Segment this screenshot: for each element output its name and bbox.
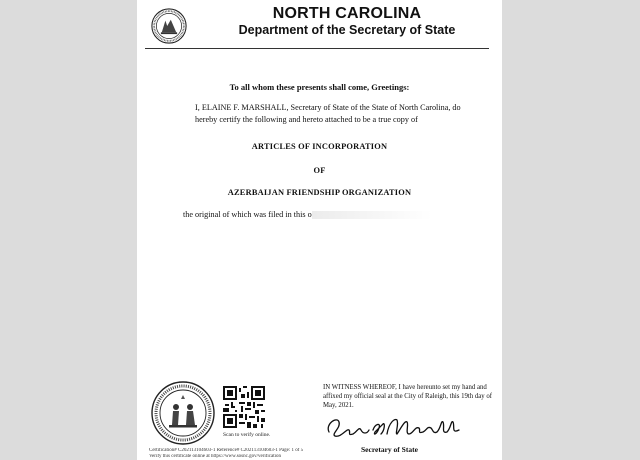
state-seal-icon: [151, 8, 187, 44]
verification-url: Verify this certificate online at https://www.sosnc.gov/verification: [149, 454, 282, 459]
scan-to-verify-label: Scan to verify online.: [223, 432, 271, 438]
state-title: NORTH CAROLINA: [272, 5, 422, 22]
official-seal-icon: [151, 381, 215, 445]
witness-statement: IN WITNESS WHEREOF, I have hereunto set my hand and affixed my official seal at the City of Raleigh, this 19th day of May, 2021.: [323, 384, 493, 409]
certification-reference: Certification# C202113104603-1 Reference# C202113104603-1 Page: 1 of 5: [149, 448, 304, 453]
signature-image: [323, 412, 463, 442]
certification-intro: I, ELAINE F. MARSHALL, Secretary of State of the State of North Carolina, do hereby certify the following and hereto attached to be a true copy of: [195, 103, 461, 124]
certificate-page: [137, 0, 502, 460]
header-divider: [145, 48, 489, 49]
greeting-line: To all whom these presents shall come, Greetings:: [229, 82, 410, 92]
filed-line-text: the original of which was filed in this o: [183, 210, 312, 219]
organization-name: AZERBAIJAN FRIENDSHIP ORGANIZATION: [227, 188, 412, 197]
verification-qr-code-icon: [223, 386, 265, 428]
document-type: ARTICLES OF INCORPORATION: [251, 142, 388, 151]
department-title: Department of the Secretary of State: [238, 23, 456, 37]
faded-text-region: [312, 211, 432, 219]
signer-title: Secretary of State: [361, 445, 418, 454]
of-line: OF: [313, 166, 326, 175]
filed-line: [183, 210, 432, 219]
